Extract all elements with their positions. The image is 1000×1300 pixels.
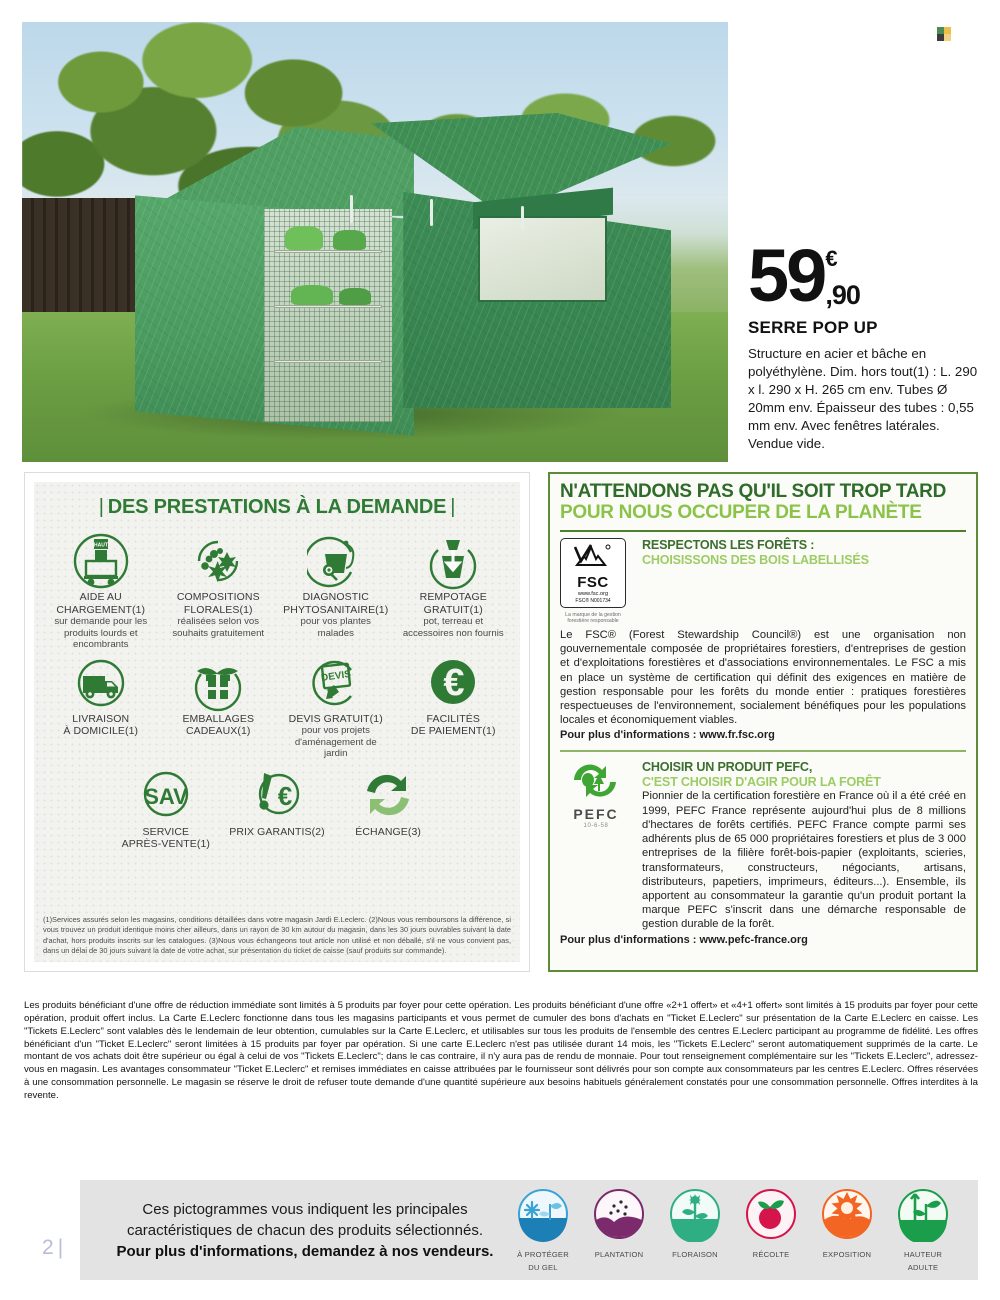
- fsc-more-info: Pour plus d'informations : www.fr.fsc.org: [560, 729, 775, 742]
- service-label: EMBALLAGES: [182, 712, 255, 725]
- pictogram-legend-text: [80, 1200, 500, 1259]
- pictogram-label: EXPOSITION: [822, 1250, 872, 1260]
- pefc-more-info: Pour plus d'informations : www.pefc-france.org: [560, 933, 808, 946]
- fsc-subtitle-1: RESPECTONS LES FORÊTS :: [642, 537, 815, 552]
- greenhouse-shelf: [274, 360, 381, 363]
- pictogram-recolte[interactable]: [734, 1188, 808, 1272]
- pictogram-exposition[interactable]: [810, 1188, 884, 1272]
- fsc-name: FSC: [577, 573, 609, 591]
- greenhouse-tie: [521, 206, 524, 230]
- service-label-2: DE PAIEMENT(1): [410, 725, 496, 738]
- pefc-name: PEFC: [573, 806, 619, 823]
- after-sales-icon: [116, 766, 215, 826]
- registration-mark: [937, 27, 951, 41]
- sun-exposure-icon: [820, 1188, 874, 1242]
- greenhouse-plant: [285, 226, 323, 250]
- price-integer: 59: [748, 234, 825, 317]
- pictogram-frost-protection[interactable]: [506, 1188, 580, 1272]
- greenhouse-plant: [291, 285, 334, 306]
- pictogram-floraison[interactable]: [658, 1188, 732, 1272]
- greenhouse-tie: [430, 199, 433, 226]
- pefc-subtitle-2: C'EST CHOISIR D'AGIR POUR LA FORÊT: [642, 775, 881, 790]
- services-panel: [24, 472, 530, 972]
- heading-bar-left: |: [98, 496, 104, 518]
- service-item-emballages-cadeaux[interactable]: [162, 653, 276, 760]
- service-item-aide-chargement[interactable]: [44, 531, 158, 651]
- exchange-icon: [339, 766, 438, 826]
- fsc-logo: [560, 538, 626, 608]
- service-item-facilites-paiement[interactable]: [397, 653, 511, 760]
- service-label: AIDE AU: [79, 591, 122, 603]
- price-decimals: ,90: [825, 280, 860, 310]
- pictogram-label-2: ADULTE: [907, 1262, 939, 1272]
- service-label-2: CHARGEMENT(1): [56, 603, 146, 616]
- service-label: DEVIS GRATUIT(1): [288, 712, 383, 725]
- free-quote-icon: [283, 653, 389, 713]
- service-sub: pot, terreau et accessoires non fournis: [402, 616, 504, 639]
- services-heading-text: DES PRESTATIONS À LA DEMANDE: [107, 496, 447, 518]
- page-number-separator: |: [57, 1236, 64, 1259]
- fsc-body-text: Le FSC® (Forest Stewardship Council®) est une organisation non gouvernementale composée de propriétaires forestiers, d'entreprises de gestion et d'exploitations forestières et d'associations environnementales. Le FSC a mis en place un système de certification qui définit des exigences en matière de gestion responsable pour les forêts du monde entier : pratiques forestières respectueuses de l'environnement, socialement bénéfiques pour les populations locales et économiquement viables.: [560, 628, 966, 727]
- pictogram-label-2: DU GEL: [528, 1262, 558, 1272]
- eco-headline-1: N'ATTENDONS PAS QU'IL SOIT TROP TARD: [560, 481, 946, 502]
- service-item-diagnostic-phytosanitaire[interactable]: [279, 531, 393, 651]
- eco-panel: [548, 472, 978, 972]
- price-currency: €: [825, 246, 838, 271]
- pictogram-label: RÉCOLTE: [752, 1250, 790, 1260]
- service-label: SERVICE: [142, 825, 190, 838]
- services-row-1: [44, 531, 510, 651]
- pictogram-hauteur-adulte[interactable]: [886, 1188, 960, 1272]
- service-sub: pour vos projets d'aménagement de jardin: [294, 725, 377, 760]
- service-label: COMPOSITIONS: [176, 591, 260, 603]
- guaranteed-price-icon: [227, 766, 326, 826]
- svg-text:SAV: SAV: [144, 783, 188, 809]
- service-label-2: À DOMICILE(1): [63, 725, 139, 738]
- adult-height-icon: [896, 1188, 950, 1242]
- loading-help-icon: [48, 531, 154, 591]
- price-row: [748, 234, 978, 317]
- service-label: FACILITÉS: [426, 712, 480, 725]
- pefc-code: 10-6-58: [583, 823, 609, 830]
- services-heading: [44, 496, 510, 519]
- pictogram-plantation[interactable]: [582, 1188, 656, 1272]
- pictogram-row: [500, 1188, 978, 1272]
- pefc-subtitle-1: CHOISIR UN PRODUIT PEFC,: [642, 760, 813, 775]
- greenhouse-plant: [333, 230, 365, 251]
- svg-text:DEVIS: DEVIS: [320, 668, 352, 684]
- page-number: [38, 1236, 63, 1260]
- fsc-tree-icon: [573, 543, 613, 569]
- gift-wrap-icon: [166, 653, 272, 713]
- service-item-livraison[interactable]: [44, 653, 158, 760]
- fsc-url: www.fsc.org: [577, 590, 609, 597]
- service-label-2: PHYTOSANITAIRE(1): [283, 603, 389, 616]
- legend-line-2: caractéristiques de chacun des produits sélectionnés.: [126, 1221, 484, 1239]
- svg-text:€: €: [443, 661, 465, 704]
- services-row-3: [44, 766, 510, 851]
- eco-headline-2: POUR NOUS OCCUPER DE LA PLANÈTE: [560, 502, 922, 523]
- pictogram-label: PLANTATION: [594, 1250, 644, 1260]
- fsc-code: FSC® N001734: [575, 597, 611, 604]
- pictogram-label: HAUTEUR: [903, 1250, 943, 1260]
- services-footnotes: (1)Services assurés selon les magasins, conditions détaillées dans votre magasin Jardi E.Leclerc. (2)Nous vous remboursons la différence, si vous trouvez un produit identique moins cher ailleurs, dans un rayon de 30 km autour du magasin, dans les 30 jours ouvrables suivant la date d'achat, hors produits inscrits sur les catalogues. (3)Nous vous échangeons tout article non utilisé et non déballé, s'il ne vous convient pas, dans un délai de 30 jours suivant la date de votre achat, sur présentation du ticket de caisse (sauf produits sur commande).: [43, 914, 511, 956]
- service-label-2: FLORALES(1): [183, 603, 253, 616]
- fsc-subtitle-2: CHOISISSONS DES BOIS LABELLISÉS: [642, 552, 869, 567]
- service-label-2: GRATUIT(1): [423, 603, 483, 616]
- pefc-logo: [560, 760, 632, 829]
- greenhouse-tie: [350, 195, 353, 222]
- pictogram-legend-bar: [80, 1180, 978, 1280]
- service-label: LIVRAISON: [72, 712, 130, 725]
- product-title: SERRE POP UP: [748, 318, 878, 337]
- service-sub: réalisées selon vos souhaits gratuitement: [172, 616, 265, 639]
- service-sub: sur demande pour les produits lourds et encombrants: [54, 616, 148, 651]
- service-item-prix-garantis[interactable]: [223, 766, 330, 851]
- service-item-devis-gratuit[interactable]: [279, 653, 393, 760]
- fsc-section: [560, 538, 966, 625]
- service-item-compositions-florales[interactable]: [162, 531, 276, 651]
- fsc-logo-block: [560, 538, 634, 625]
- greenhouse-shelf: [274, 250, 381, 253]
- plantation-icon: [592, 1188, 646, 1242]
- legend-line-1: Ces pictogrammes vous indiquent les principales: [142, 1201, 468, 1219]
- svg-text:€: €: [277, 780, 293, 811]
- greenhouse-structure: [135, 92, 672, 435]
- pefc-body-text: Pionnier de la certification forestière en France où il a été créé en 1999, PEFC France représente aujourd'hui plus de 8 millions d'hectares de forêts certifiés. PEFC France compte parmi ses adhérents plus de 65 000 propriétaires forestiers et plus de 3 000 entreprises de la filière forêt-bois-papier (exploitants, scieries, transformateurs, constructeurs, négociants, artisans, distributeurs, papetiers, imprimeurs, éditeurs...). Ensemble, ils apportent au consommateur la garantie qu'un produit portant la marque PEFC s'inscrit dans une démarche responsable de gestion durable de la forêt.: [642, 790, 966, 931]
- heading-bar-right: |: [450, 496, 456, 518]
- service-label-2: CADEAUX(1): [185, 725, 251, 738]
- greenhouse-side-window: [478, 216, 607, 302]
- repotting-icon: [401, 531, 507, 591]
- legend-line-bold: Pour plus d'informations, demandez à nos vendeurs.: [116, 1242, 494, 1260]
- pefc-logo-block: [560, 760, 634, 931]
- product-photo-greenhouse: [22, 22, 728, 462]
- euro-payment-icon: [401, 653, 507, 713]
- harvest-icon: [744, 1188, 798, 1242]
- pefc-section: [560, 760, 966, 931]
- pictogram-label: FLORAISON: [672, 1250, 718, 1260]
- service-label-2: APRÈS-VENTE(1): [121, 838, 211, 851]
- fsc-caption: La marque de la gestion forestière responsable: [565, 611, 621, 625]
- services-row-2: [44, 653, 510, 760]
- floral-composition-icon: [166, 531, 272, 591]
- frost-protection-icon: [516, 1188, 570, 1242]
- greenhouse-shelf: [274, 305, 381, 308]
- flowering-icon: [668, 1188, 722, 1242]
- legal-terms: Les produits bénéficiant d'une offre de réduction immédiate sont limités à 5 produits par foyer pour cette opération. Les produits bénéficiant d'une offre «2+1 offert» et «4+1 offert» sont limités à 15 produits par foyer pour cette opération, produit offert inclus. La Carte E.Leclerc fonctionne dans tous les magasins participants et vous permet de cumuler des bons d'achats en "Ticket E.Leclerc" sur présentation de la Carte E.Leclerc en caisse. Les "Tickets E.Leclerc" sont valables dès le lendemain de leur obtention, cumulables sur la Carte E.Leclerc, et utilisables sur tous les produits de l'ensemble des centres E.Leclerc participant au programme de fidélité. Les offres bénéficiant d'un "Ticket E.Leclerc" seront limitées à 15 produits par foyer par opération. Si une carte E.Leclerc n'est pas utilisée durant 14 mois, les "Tickets E.Leclerc" seront automatiquement supprimés de la carte. Le montant de vos achats doit être supérieur ou égal à celui de vos "Tickets E.Leclerc"; dans le cas contraire, il n'y aura pas de rendu de monnaie. Pour tout renseignement complémentaire sur les "Tickets E.Leclerc", adressez-vous en magasin. Les avantages consommateur "Ticket E.Leclerc" et remises immédiates en caisse attribuées par le fournisseur sont délivrés pour son compte aux consommateurs par les centres E.Leclerc. Offres réservées à une consommation personnelle. Le magasin se réserve le droit de refuser toute demande d'une quantité supérieure aux besoins habituels généralement constatés pour une consommation personnelle. Offres interdites à la revente.: [24, 1000, 978, 1101]
- product-description: Structure en acier et bâche en polyéthylène. Dim. hors tout(1) : L. 290 x l. 290 x H. 265 cm env. Tubes Ø 20mm env. Épaisseur des tubes : 0,55 mm env. Avec fenêtres latérales. Vendue vide.: [748, 346, 978, 452]
- service-label: ÉCHANGE(3): [355, 825, 422, 838]
- delivery-truck-icon: [48, 653, 154, 713]
- price-block: [748, 234, 978, 453]
- svg-text:HAUT: HAUT: [93, 542, 108, 549]
- service-label: REMPOTAGE: [419, 591, 487, 603]
- service-item-sav[interactable]: [112, 766, 219, 851]
- eco-divider: [560, 530, 966, 532]
- greenhouse-plant: [339, 288, 371, 305]
- service-label: DIAGNOSTIC: [302, 591, 369, 603]
- service-item-echange[interactable]: [335, 766, 442, 851]
- service-label: PRIX GARANTIS(2): [229, 825, 325, 838]
- eco-divider-2: [560, 750, 966, 752]
- plant-diagnostic-icon: [283, 531, 389, 591]
- greenhouse-door-mesh: [264, 209, 393, 422]
- pefc-tree-icon: [568, 760, 624, 800]
- page-number-value: 2: [42, 1236, 54, 1259]
- pictogram-label: À PROTÉGER: [517, 1250, 569, 1260]
- service-item-rempotage[interactable]: [397, 531, 511, 651]
- service-sub: pour vos plantes malades: [300, 616, 371, 639]
